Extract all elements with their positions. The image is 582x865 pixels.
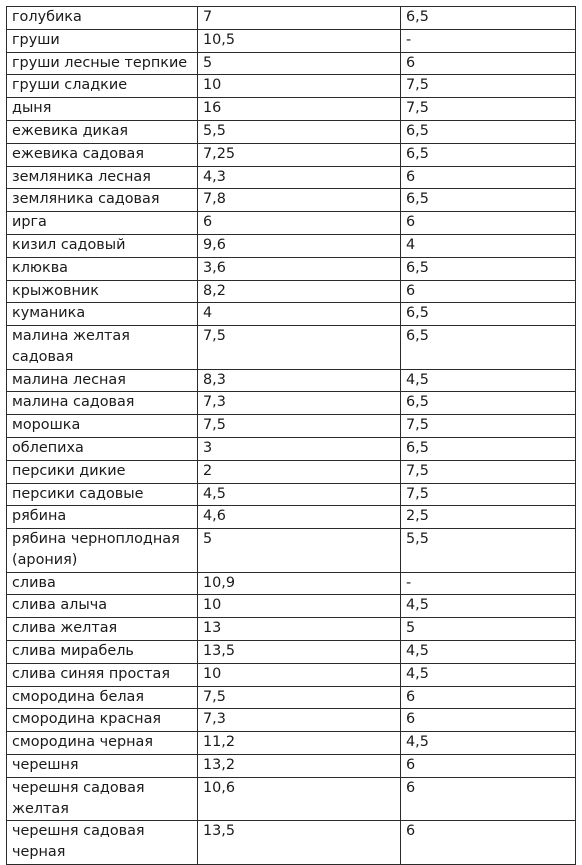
name-cell: рябина [7, 506, 198, 529]
fruit-data-table [6, 6, 576, 865]
second-value-cell: 6 [401, 754, 576, 777]
table-row [7, 52, 576, 75]
value-cell: 9,6 [198, 234, 401, 257]
second-value-cell: 7,5 [401, 75, 576, 98]
table-row [7, 640, 576, 663]
table-row [7, 460, 576, 483]
table-row [7, 234, 576, 257]
value-cell: 2 [198, 460, 401, 483]
name-cell: слива желтая [7, 618, 198, 641]
second-value-cell: 6 [401, 52, 576, 75]
second-value-cell: 6,5 [401, 437, 576, 460]
document-page [6, 6, 575, 865]
value-cell: 4,5 [198, 483, 401, 506]
second-value-cell: 6,5 [401, 392, 576, 415]
second-value-cell: 5 [401, 618, 576, 641]
value-cell: 7,3 [198, 392, 401, 415]
table-row [7, 821, 576, 864]
second-value-cell: 4,5 [401, 369, 576, 392]
second-value-cell: 6 [401, 777, 576, 820]
second-value-cell: 6 [401, 821, 576, 864]
value-cell: 13,5 [198, 640, 401, 663]
name-cell: дыня [7, 98, 198, 121]
table-row [7, 257, 576, 280]
table-row [7, 280, 576, 303]
second-value-cell: 6,5 [401, 189, 576, 212]
table-row [7, 754, 576, 777]
name-cell: груши [7, 29, 198, 52]
name-cell: малина садовая [7, 392, 198, 415]
table-row [7, 732, 576, 755]
value-cell: 7,3 [198, 709, 401, 732]
second-value-cell: 4,5 [401, 595, 576, 618]
value-cell: 8,2 [198, 280, 401, 303]
value-cell: 7,25 [198, 143, 401, 166]
value-cell: 8,3 [198, 369, 401, 392]
second-value-cell: 7,5 [401, 460, 576, 483]
name-cell: груши сладкие [7, 75, 198, 98]
name-cell: черешня садовая черная [7, 821, 198, 864]
name-cell: земляника лесная [7, 166, 198, 189]
value-cell: 3,6 [198, 257, 401, 280]
second-value-cell: 4 [401, 234, 576, 257]
value-cell: 4,3 [198, 166, 401, 189]
table-row [7, 415, 576, 438]
value-cell: 13,2 [198, 754, 401, 777]
second-value-cell: 6,5 [401, 120, 576, 143]
table-row [7, 75, 576, 98]
table-row [7, 529, 576, 572]
value-cell: 10,6 [198, 777, 401, 820]
value-cell: 10,9 [198, 572, 401, 595]
value-cell: 13 [198, 618, 401, 641]
second-value-cell: 6,5 [401, 7, 576, 30]
second-value-cell: 6 [401, 709, 576, 732]
second-value-cell: 4,5 [401, 732, 576, 755]
name-cell: голубика [7, 7, 198, 30]
name-cell: клюква [7, 257, 198, 280]
table-row [7, 98, 576, 121]
table-row [7, 189, 576, 212]
second-value-cell: 4,5 [401, 663, 576, 686]
name-cell: ежевика дикая [7, 120, 198, 143]
second-value-cell: 6 [401, 686, 576, 709]
name-cell: груши лесные терпкие [7, 52, 198, 75]
table-row [7, 392, 576, 415]
table-row [7, 212, 576, 235]
table-row [7, 506, 576, 529]
table-row [7, 777, 576, 820]
table-row [7, 29, 576, 52]
second-value-cell: 7,5 [401, 415, 576, 438]
table-row [7, 143, 576, 166]
name-cell: слива синяя простая [7, 663, 198, 686]
second-value-cell: 7,5 [401, 98, 576, 121]
table-row [7, 572, 576, 595]
second-value-cell: 6 [401, 166, 576, 189]
name-cell: кизил садовый [7, 234, 198, 257]
name-cell: персики садовые [7, 483, 198, 506]
table-row [7, 663, 576, 686]
value-cell: 10 [198, 663, 401, 686]
value-cell: 10,5 [198, 29, 401, 52]
name-cell: рябина черноплодная (арония) [7, 529, 198, 572]
name-cell: слива [7, 572, 198, 595]
second-value-cell: 6,5 [401, 257, 576, 280]
table-row [7, 686, 576, 709]
value-cell: 7,5 [198, 686, 401, 709]
second-value-cell: 4,5 [401, 640, 576, 663]
table-row [7, 303, 576, 326]
value-cell: 7 [198, 7, 401, 30]
name-cell: черешня [7, 754, 198, 777]
name-cell: смородина белая [7, 686, 198, 709]
name-cell: куманика [7, 303, 198, 326]
second-value-cell: 6,5 [401, 303, 576, 326]
name-cell: малина лесная [7, 369, 198, 392]
name-cell: облепиха [7, 437, 198, 460]
name-cell: ирга [7, 212, 198, 235]
name-cell: морошка [7, 415, 198, 438]
value-cell: 7,5 [198, 415, 401, 438]
name-cell: смородина красная [7, 709, 198, 732]
value-cell: 4 [198, 303, 401, 326]
value-cell: 10 [198, 75, 401, 98]
second-value-cell: 2,5 [401, 506, 576, 529]
second-value-cell: 5,5 [401, 529, 576, 572]
name-cell: черешня садовая желтая [7, 777, 198, 820]
value-cell: 3 [198, 437, 401, 460]
table-row [7, 709, 576, 732]
value-cell: 11,2 [198, 732, 401, 755]
value-cell: 4,6 [198, 506, 401, 529]
table-row [7, 166, 576, 189]
name-cell: слива алыча [7, 595, 198, 618]
second-value-cell: 6,5 [401, 143, 576, 166]
table-row [7, 7, 576, 30]
table-row [7, 483, 576, 506]
name-cell: крыжовник [7, 280, 198, 303]
value-cell: 13,5 [198, 821, 401, 864]
value-cell: 6 [198, 212, 401, 235]
value-cell: 10 [198, 595, 401, 618]
second-value-cell: 6 [401, 280, 576, 303]
second-value-cell: - [401, 29, 576, 52]
second-value-cell: - [401, 572, 576, 595]
second-value-cell: 7,5 [401, 483, 576, 506]
table-row [7, 618, 576, 641]
value-cell: 7,5 [198, 326, 401, 369]
name-cell: смородина черная [7, 732, 198, 755]
table-row [7, 595, 576, 618]
name-cell: персики дикие [7, 460, 198, 483]
table-row [7, 120, 576, 143]
name-cell: малина желтая садовая [7, 326, 198, 369]
table-row [7, 326, 576, 369]
value-cell: 16 [198, 98, 401, 121]
second-value-cell: 6,5 [401, 326, 576, 369]
name-cell: земляника садовая [7, 189, 198, 212]
name-cell: слива мирабель [7, 640, 198, 663]
value-cell: 5 [198, 52, 401, 75]
table-row [7, 437, 576, 460]
second-value-cell: 6 [401, 212, 576, 235]
value-cell: 7,8 [198, 189, 401, 212]
name-cell: ежевика садовая [7, 143, 198, 166]
table-row [7, 369, 576, 392]
value-cell: 5 [198, 529, 401, 572]
table-body [7, 7, 576, 865]
value-cell: 5,5 [198, 120, 401, 143]
